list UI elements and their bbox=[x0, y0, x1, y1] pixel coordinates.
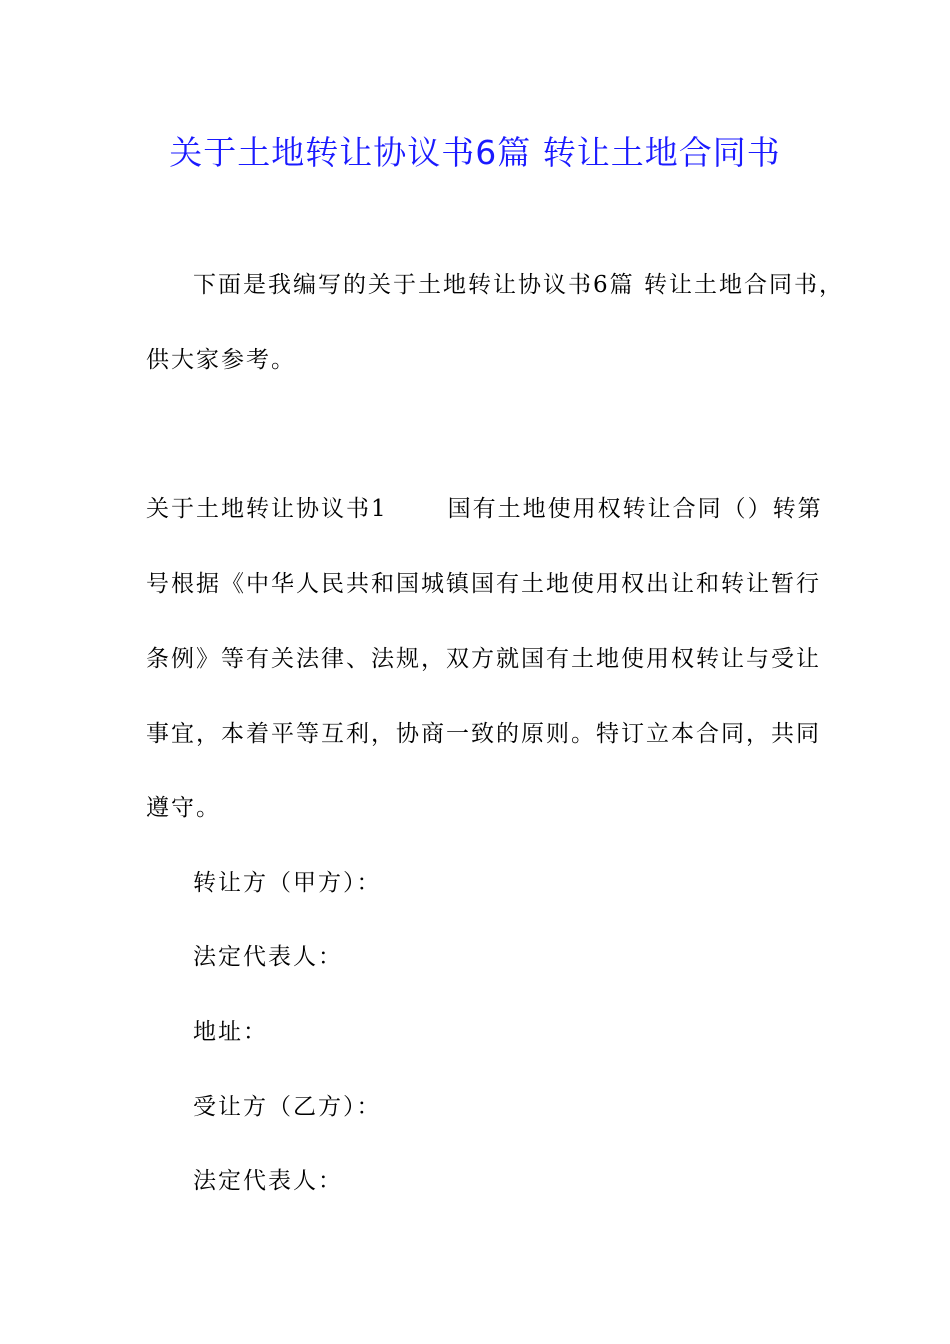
section-1-line-3: 条例》等有关法律、法规，双方就国有土地使用权转让与受让 bbox=[146, 646, 821, 672]
section-1-line-2: 号根据《中华人民共和国城镇国有土地使用权出让和转让暂行 bbox=[146, 571, 821, 597]
field-transferor-legal-rep: 法定代表人： bbox=[193, 944, 343, 970]
field-transferor-address: 地址： bbox=[193, 1019, 268, 1045]
field-transferee: 受让方（乙方）： bbox=[193, 1094, 382, 1120]
intro-line-2: 供大家参考。 bbox=[146, 347, 296, 373]
section-1-heading: 关于土地转让协议书1 bbox=[146, 496, 388, 522]
section-1-line-1-rest: 国有土地使用权转让合同（）转第 bbox=[447, 496, 823, 522]
section-1-line-4: 事宜，本着平等互利，协商一致的原则。特订立本合同，共同 bbox=[146, 721, 821, 747]
field-transferee-legal-rep: 法定代表人： bbox=[193, 1168, 343, 1194]
section-1-line-5: 遵守。 bbox=[146, 795, 221, 821]
document-title: 关于土地转让协议书6篇 转让土地合同书 bbox=[169, 133, 781, 172]
intro-line-1: 下面是我编写的关于土地转让协议书6篇 转让土地合同书， bbox=[193, 272, 844, 298]
field-transferor: 转让方（甲方）： bbox=[193, 870, 382, 896]
section-1-line-1 bbox=[146, 492, 823, 526]
